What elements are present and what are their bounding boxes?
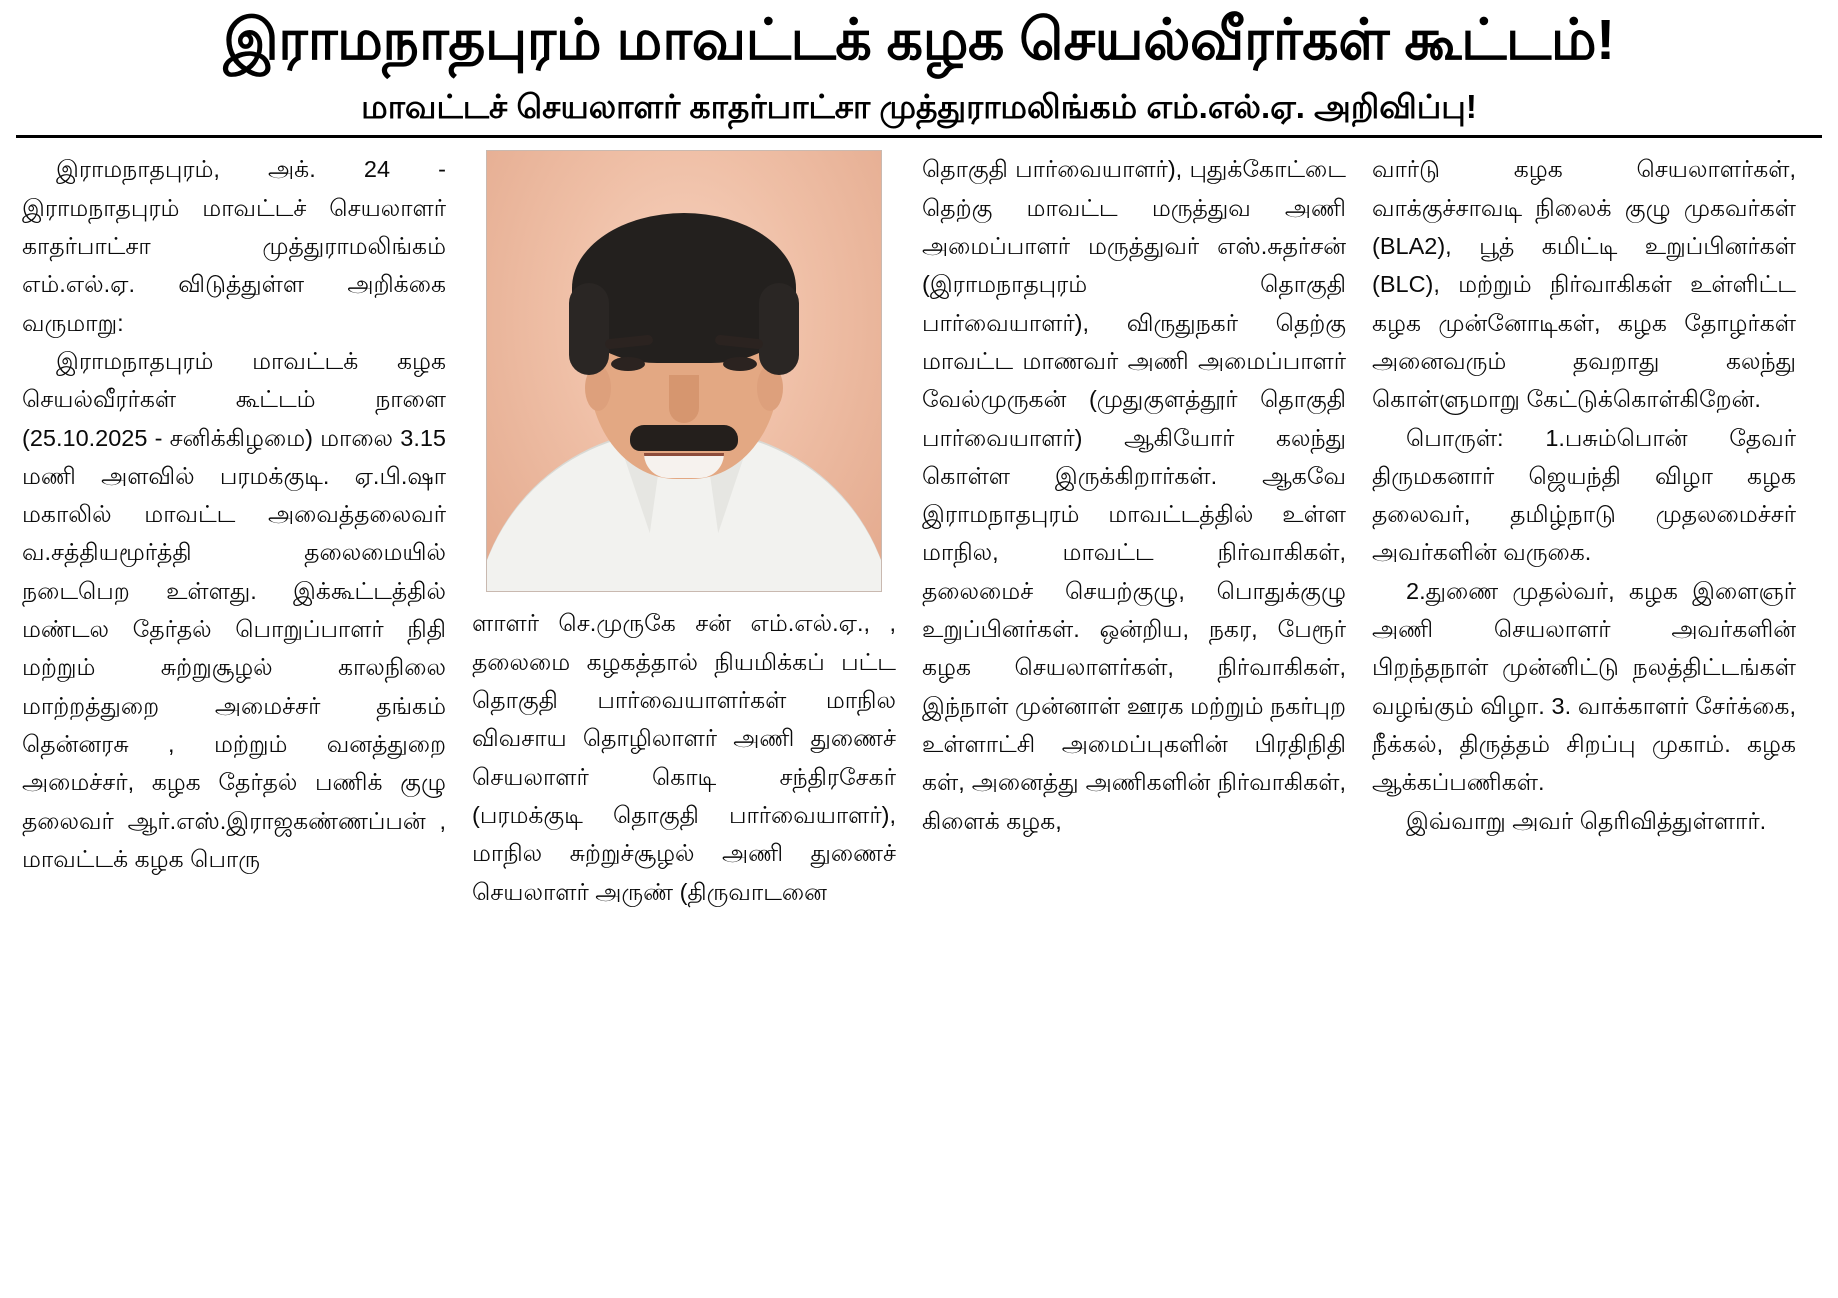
photo-block	[472, 150, 896, 592]
paragraph: இராமநாதபுரம் மாவட்டக் கழக செயல்வீரர்கள் கூட்டம் நாளை (25.10.2025 - சனிக்கிழமை) மாலை 3.15 மணி அளவில் பரமக்குடி. ஏ.பி.ஷா மகாலில் மாவட்ட அவைத்தலைவர் வ.சத்தியமூர்த்தி தலைமையில் நடைபெற உள்ளது. இக்கூட்டத்தில் மண்டல தேர்தல் பொறுப்பாளர் நிதி மற்றும் சுற்றுசூழல் காலநிலை மாற்றத்துறை அமைச்சர் தங்கம் தென்னரசு , மற்றும் வனத்துறை அமைச்சர், கழக தேர்தல் பணிக் குழு தலைவர் ஆர்.எஸ்.இராஜகண்ணப்பன் , மாவட்டக் கழக பொரு	[22, 347, 446, 872]
paragraph: தொகுதி பார்வையாளர்), புதுக்கோட்டை தெற்கு மாவட்ட மருத்துவ அணி அமைப்பாளர் மருத்துவர் எஸ்.சுதர்சன் (இராமநாதபுரம் தொகுதி பார்வையாளர்), விருதுநகர் தெற்கு மாவட்ட மாணவர் அணி அமைப்பாளர் வேல்முருகன் (முதுகுளத்தூர் தொகுதி பார்வையாளர்) ஆகியோர் கலந்து கொள்ள இருக்கிறார்கள். ஆகவே இராமநாதபுரம் மாவட்டத்தில் உள்ள மாநில, மாவட்ட நிர்வாகிகள், தலைமைச் செயற்குழு, பொதுக்குழு உறுப்பினர்கள். ஒன்றிய, நகர, பேரூர் கழக செயலாளர்கள், நிர்வாகிகள், இந்நாள் முன்னாள் ஊரக மற்றும் நகர்புற உள்ளாட்சி அமைப்புகளின் பிரதிநிதி கள், அனைத்து அணிகளின் நிர்வாகிகள், கிளைக் கழக,	[922, 156, 1346, 834]
paragraph: பொருள்: 1.பசும்பொன் தேவர் திருமகனார் ஜெயந்தி விழா கழக தலைவர், தமிழ்நாடு முதலமைச்சர் அவர்களின் வருகை.	[1372, 424, 1796, 566]
paragraph: 2.துணை முதல்வர், கழக இளைஞர் அணி செயலாளர் அவர்களின் பிறந்தநாள் முன்னிட்டு நலத்திட்டங்கள் வழங்கும் விழா. 3. வாக்காளர் சேர்க்கை, நீக்கல், திருத்தம் சிறப்பு முகாம். கழக ஆக்கப்பணிகள்.	[1372, 577, 1796, 796]
photo-hair-side-left	[569, 283, 609, 375]
page-title: இராமநாதபுரம் மாவட்டக் கழக செயல்வீரர்கள் கூட்டம்!	[223, 8, 1615, 72]
header-divider	[16, 135, 1822, 138]
article-column-3	[922, 150, 1346, 839]
photo-hair-side-right	[759, 283, 799, 375]
paragraph: ளாளர் செ.முருகே சன் எம்.எல்.ஏ., , தலைமை கழகத்தால் நியமிக்கப் பட்ட தொகுதி பார்வையாளர்கள் மாநில விவசாய தொழிலாளர் அணி துணைச் செயலாளர் கொடி சந்திரசேகர் (பரமக்குடி தொகுதி பார்வையாளர்), மாநில சுற்றுச்சூழல் அணி துணைச் செயலாளர் அருண் (திருவாடனை	[472, 610, 896, 905]
photo-moustache	[630, 425, 738, 451]
paragraph: வார்டு கழக செயலாளர்கள், வாக்குச்சாவடி நிலைக் குழு முகவர்கள் (BLA2), பூத் கமிட்டி உறுப்பினர்கள் (BLC), மற்றும் நிர்வாகிகள் உள்ளிட்ட கழக முன்னோடிகள், கழக தோழர்கள் அனைவரும் தவறாது கலந்து கொள்ளுமாறு கேட்டுக்கொள்கிறேன்.	[1372, 156, 1796, 413]
portrait-photo	[486, 150, 882, 592]
article-column-4	[1372, 150, 1796, 839]
newspaper-article-page	[0, 4, 1838, 1298]
article-column-2	[472, 150, 896, 910]
photo-mouth	[644, 453, 724, 478]
paragraph: இராமநாதபுரம், அக். 24 - இராமநாதபுரம் மாவட்டச் செயலாளர் காதர்பாட்சா முத்துராமலிங்கம் எம்.எல்.ஏ. விடுத்துள்ள அறிக்கை வருமாறு:	[22, 156, 446, 336]
article-columns	[14, 150, 1824, 910]
paragraph: இவ்வாறு அவர் தெரிவித்துள்ளார்.	[1406, 807, 1767, 834]
photo-nose	[669, 375, 699, 423]
article-column-1	[22, 150, 446, 878]
page-subtitle: மாவட்டச் செயலாளர் காதர்பாட்சா முத்துராமலிங்கம் எம்.எல்.ஏ. அறிவிப்பு!	[361, 87, 1477, 125]
